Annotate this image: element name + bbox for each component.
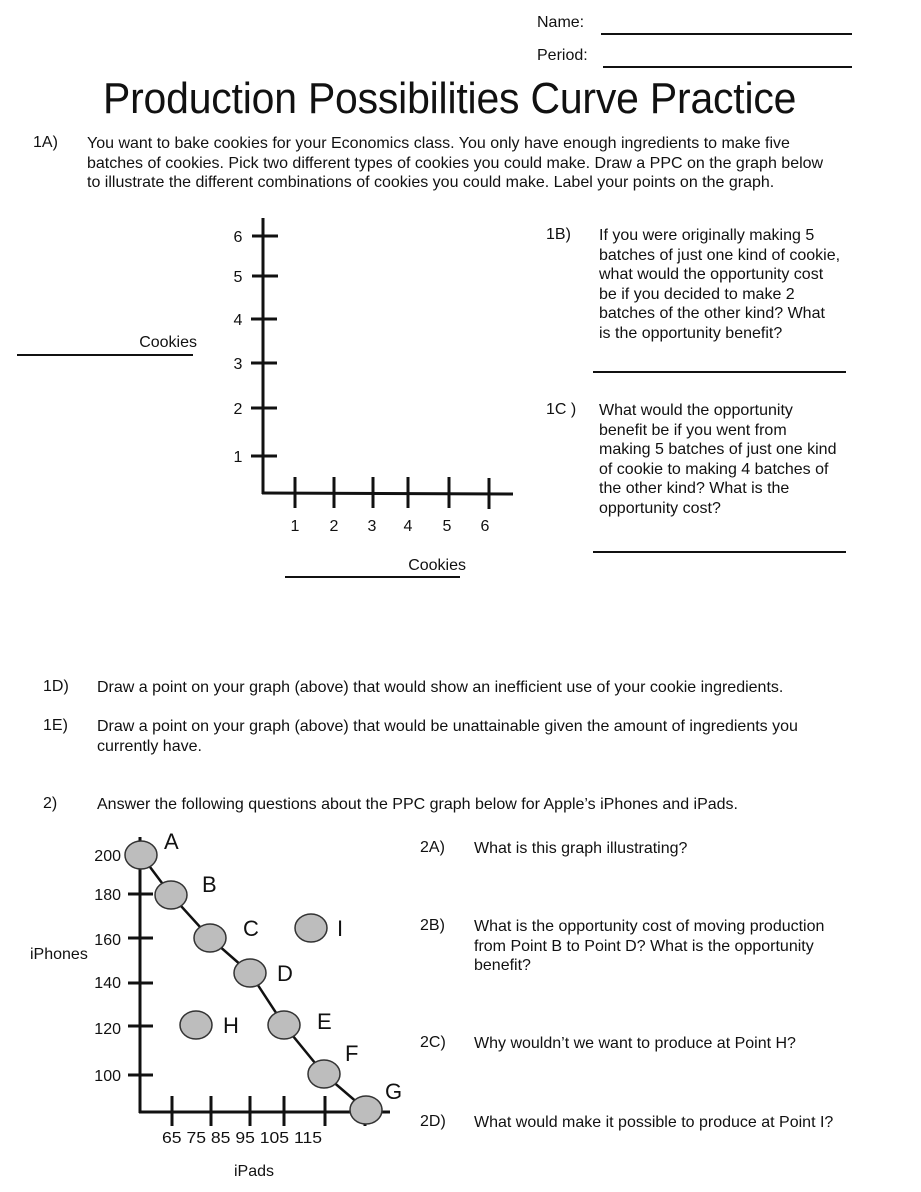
y-tick-label: 5 <box>233 269 243 286</box>
x-tick-label: 1 <box>290 518 300 535</box>
name-field[interactable] <box>601 33 852 35</box>
q1b-text <box>599 226 840 343</box>
q1d-label: 1D) <box>43 678 69 695</box>
point-h <box>180 1011 212 1039</box>
q1c-line: What would the opportunity <box>599 402 793 419</box>
q2b-label: 2B) <box>420 917 445 934</box>
q1c-text <box>599 401 836 518</box>
q1d-text <box>97 678 783 698</box>
point-label-e: E <box>317 1009 332 1034</box>
y-tick-label: 100 <box>94 1068 121 1085</box>
y-tick-label: 200 <box>94 848 121 865</box>
q2d-line: What would make it possible to produce at Point I? <box>474 1114 834 1131</box>
y-tick-label: 6 <box>233 229 243 246</box>
y-tick-label: 140 <box>94 975 121 992</box>
q1e-label: 1E) <box>43 717 68 734</box>
q1a-label: 1A) <box>33 134 58 151</box>
point-f <box>308 1060 340 1088</box>
q1c-line: making 5 batches of just one kind <box>599 441 837 458</box>
q1b-label: 1B) <box>546 226 571 243</box>
point-label-i: I <box>337 916 344 941</box>
y-tick-label: 120 <box>94 1021 121 1038</box>
point-b <box>155 881 187 909</box>
x-tick-label: 2 <box>329 518 339 535</box>
x-tick-label: 6 <box>480 518 490 535</box>
q1b-line: If you were originally making 5 <box>599 227 815 244</box>
y-tick-label: 180 <box>94 887 121 904</box>
q1b-answer-line[interactable] <box>593 371 846 373</box>
q2-text <box>97 795 738 815</box>
q2a-label: 2A) <box>420 839 445 856</box>
q1b-line: batches of the other kind? What <box>599 305 825 322</box>
q1b-line: batches of just one kind of cookie, <box>599 246 841 264</box>
point-label-g: G <box>385 1079 403 1104</box>
y-tick-label: 2 <box>233 401 243 418</box>
y-axis-label: Cookies <box>139 334 197 351</box>
q2a-text <box>474 839 687 859</box>
iphone-ipad-ppc-graph <box>0 820 410 1192</box>
page-title: Production Possibilities Curve Practice <box>103 74 797 123</box>
q2a-line: What is this graph illustrating? <box>474 840 688 857</box>
point-i <box>295 914 327 942</box>
q2c-line: Why wouldn’t we want to produce at Point H? <box>474 1035 796 1052</box>
x-tick-label: 4 <box>403 518 413 535</box>
x-axis-label: Cookies <box>408 557 466 574</box>
point-a <box>125 841 157 869</box>
y-axis-label: iPhones <box>30 946 88 963</box>
q1c-answer-line[interactable] <box>593 551 846 553</box>
x-axis-label: iPads <box>233 1163 275 1180</box>
q1c-label: 1C ) <box>546 401 577 418</box>
q2b-text <box>474 917 824 976</box>
q1a-text <box>87 134 823 193</box>
x-tick-label: 5 <box>442 518 452 535</box>
point-label-h: H <box>223 1013 239 1038</box>
y-tick-label: 1 <box>233 449 243 466</box>
q1c-line: opportunity cost? <box>599 499 721 517</box>
cookie-graph[interactable] <box>0 200 530 600</box>
q2b-line: from Point B to Point D? What is the opportunity <box>474 937 814 955</box>
q1b-line: what would the opportunity cost <box>599 266 824 283</box>
q2c-label: 2C) <box>420 1034 446 1051</box>
q2-line: Answer the following questions about the PPC graph below for Apple’s iPhones and iPads. <box>97 796 738 813</box>
y-tick-label: 4 <box>233 312 243 329</box>
q1a-line: batches of cookies. Pick two different types of cookies you could make. Draw a PPC on the graph below <box>87 154 824 172</box>
q2-label: 2) <box>43 795 58 812</box>
point-g <box>350 1096 382 1124</box>
q1c-line: the other kind? What is the <box>599 480 790 497</box>
q1e-text <box>97 717 798 756</box>
q2b-line: What is the opportunity cost of moving production <box>474 918 825 935</box>
period-field[interactable] <box>603 66 852 68</box>
q1b-line: is the opportunity benefit? <box>599 324 783 342</box>
q1e-line: currently have. <box>97 737 202 755</box>
y-tick-label: 3 <box>233 356 243 373</box>
q1c-line: of cookie to making 4 batches of <box>599 460 829 478</box>
y-tick-label: 160 <box>94 932 121 949</box>
q2c-text <box>474 1034 796 1054</box>
x-tick-label: 3 <box>367 518 377 535</box>
q1d-line: Draw a point on your graph (above) that would show an inefficient use of your cookie ingredients. <box>97 679 784 696</box>
point-d <box>234 959 266 987</box>
q1a-line: to illustrate the different combinations of cookies you could make. Label your points on the graph. <box>87 174 775 191</box>
q1a-line: You want to bake cookies for your Economics class. You only have enough ingredients to make five <box>87 135 790 152</box>
q1b-line: be if you decided to make 2 <box>599 285 795 303</box>
q2b-line: benefit? <box>474 957 531 974</box>
point-e <box>268 1011 300 1039</box>
point-label-c: C <box>243 916 259 941</box>
x-tick-labels: 65 75 85 95 105 115 <box>162 1130 323 1147</box>
q2d-label: 2D) <box>420 1113 446 1130</box>
q2d-text <box>474 1113 833 1133</box>
point-c <box>194 924 226 952</box>
name-label: Name: <box>537 14 585 31</box>
point-label-f: F <box>345 1041 359 1066</box>
point-label-b: B <box>202 872 217 897</box>
q1e-line: Draw a point on your graph (above) that would be unattainable given the amount of ingredients you <box>97 718 798 735</box>
point-label-a: A <box>164 829 179 854</box>
x-axis <box>262 493 513 494</box>
q1c-line: benefit be if you went from <box>599 421 787 439</box>
period-label: Period: <box>537 47 588 64</box>
point-label-d: D <box>277 961 293 986</box>
